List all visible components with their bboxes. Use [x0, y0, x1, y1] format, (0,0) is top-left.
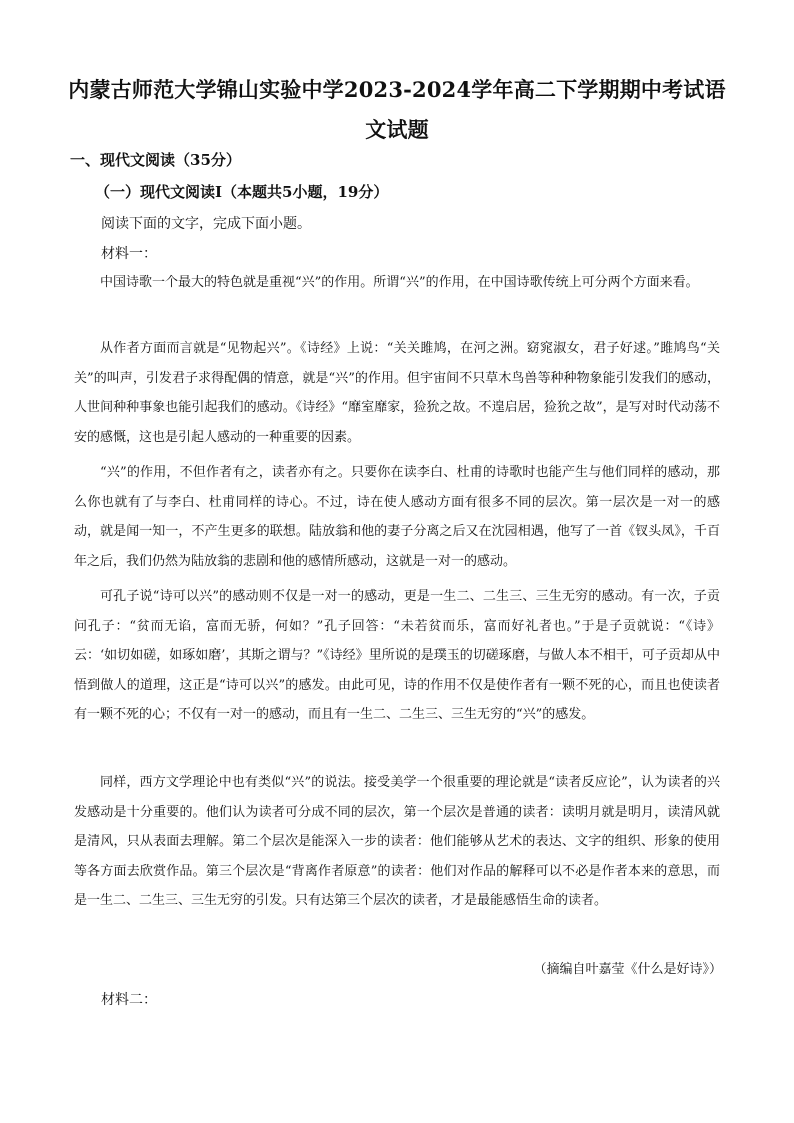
source-citation: （摘编自叶嘉莹《什么是好诗》）	[533, 962, 722, 977]
paragraph-1: 中国诗歌一个最大的特色就是重视“兴”的作用。所谓“兴”的作用，在中国诗歌传统上可分两个方面来看。	[100, 275, 699, 290]
instruction-text: 阅读下面的文字，完成下面小题。	[101, 216, 311, 232]
page-title: 内蒙古师范大学锦山实验中学2023-2024学年高二下学期期中考试语文试题	[68, 77, 726, 142]
paragraph-5: 同样，西方文学理论中也有类似“兴”的说法。接受美学一个很重要的理论就是“读者反应论”，认为读者的兴发感动是十分重要的。他们认为读者可分成不同的层次，第一个层次是普通的读者：读明月就是明月，读清风就是清风，只从表面去理解。第二个层次是能深入一步的读者：他们能够从艺术的表达、文字的组织、形象的使用等各方面去欣赏作品。第三个层次是“背离作者原意”的读者：他们对作品的解释可以不必是作者本来的意思，而是一生二、二生三、三生无穷的引发。只有达第三个层次的读者，才是最能感悟生命的读者。	[74, 775, 720, 908]
paragraph-3: “兴”的作用，不但作者有之，读者亦有之。只要你在读李白、杜甫的诗歌时也能产生与他们同样的感动，那么你也就有了与李白、杜甫同样的诗心。不过，诗在使人感动方面有很多不同的层次。第一层次是一对一的感动，就是闻一知一，不产生更多的联想。陆放翁和他的妻子分离之后又在沈园相遇，他写了一首《钗头凤》，千百年之后，我们仍然为陆放翁的悲剧和他的感情所感动，这就是一对一的感动。	[74, 465, 720, 569]
paragraph-4: 可孔子说“诗可以兴”的感动则不仅是一对一的感动，更是一生二、二生三、三生无穷的感动。有一次，子贡问孔子：“贫而无谄，富而无骄，何如？”孔子回答：“未若贫而乐，富而好礼者也。”于是子贡就说：“《诗》云：‘如切如磋，如琢如磨’，其斯之谓与？”《诗经》里所说的是璞玉的切磋琢磨，与做人本不相干，可子贡却从中悟到做人的道理，这正是“诗可以兴”的感发。由此可见，诗的作用不仅是使作者有一颗不死的心，而且也使读者有一颗不死的心；不仅有一对一的感动，而且有一生二、二生三、三生无穷的“兴”的感发。	[74, 589, 720, 722]
subsection-heading: （一）现代文阅读Ⅰ（本题共5小题，19分）	[95, 183, 389, 201]
paragraph-2: 从作者方面而言就是“见物起兴”。《诗经》上说：“关关雎鸠，在河之洲。窈窕淑女，君子好逑。”雎鸠鸟“关关”的叫声，引发君子求得配偶的情意，就是“兴”的作用。但宇宙间不只草木鸟兽等种种物象能引发我们的感动，人世间种种事象也能引起我们的感动。《诗经》“靡室靡家，猃狁之故。不遑启居，猃狁之故”，是写对时代动荡不安的感慨，这也是引起人感动的一种重要的因素。	[74, 341, 720, 445]
material-one-label: 材料一：	[101, 246, 157, 262]
material-two-label: 材料二：	[101, 992, 157, 1008]
section-heading: 一、现代文阅读（35分）	[70, 151, 241, 169]
